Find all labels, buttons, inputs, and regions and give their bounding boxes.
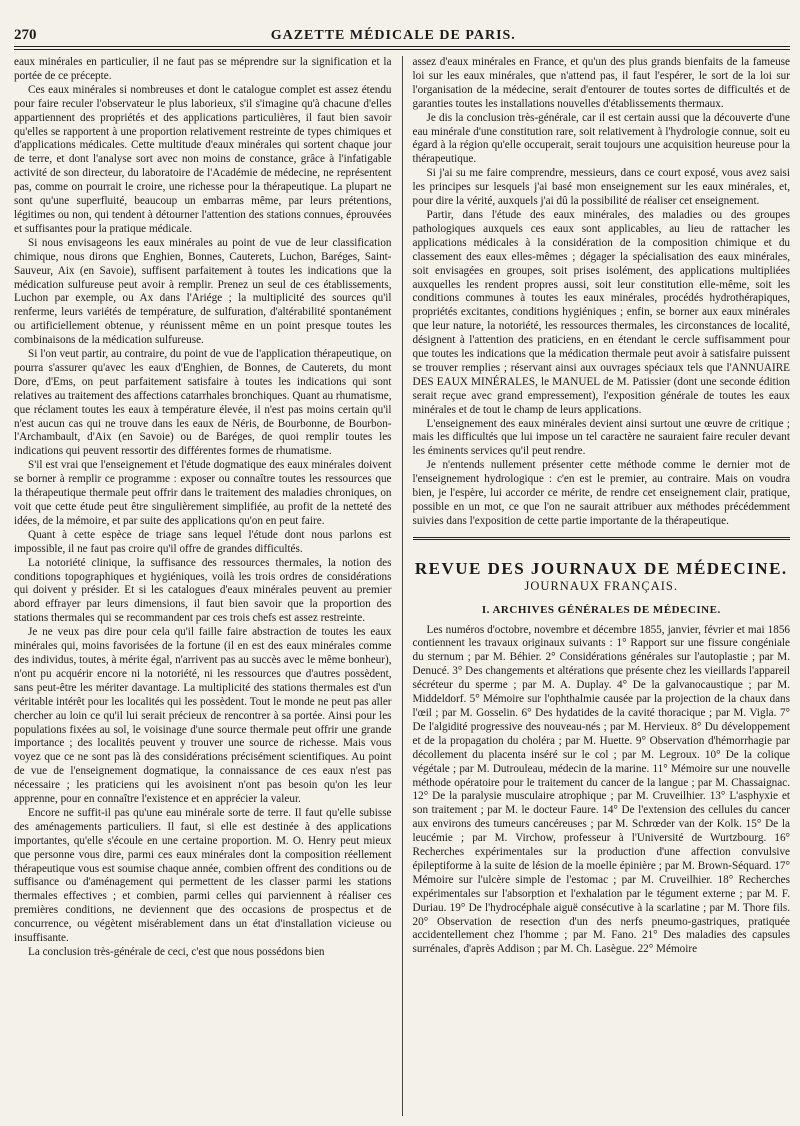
- column-divider: [402, 56, 403, 1116]
- right-paragraph: L'enseignement des eaux minérales devient ainsi surtout une œuvre de critique ; mais les difficultés que lui impose un tel caractère ne sauraient faire reculer devant les éminents services qu'il peut rendre.: [412, 417, 791, 458]
- revue-subtitle: JOURNAUX FRANÇAIS.: [524, 578, 678, 593]
- left-paragraph: Je ne veux pas dire pour cela qu'il faille faire abstraction de toutes les eaux minérales qui, moins favorisées de la fortune (il en est des eaux minérales comme des individus, toutes, à mérite égal, n'arrivent pas au succès avec le même bonheur), n'ont pu acquérir encore ni la notoriété, ni les ressources que d'autres possèdent, sans peut-être les mériter davantage. La multiplicité des stations thermales est d'un véritable intérêt pour les localités qui les possèdent. Tout le monde ne peut pas aller chercher au loin ce qu'il lui serait précieux de rencontrer à sa portée. Ainsi pour les populations fixées au sol, le voisinage d'une source thermale peut offrir une grande importance ; des localités peuvent y trouver une source de richesse. Mais vous voyez que ce ne sont pas là des considérations précisément scientifiques. Au point de vue de l'enseignement dogmatique, la connaissance de ces eaux n'est pas nécessaire ; les praticiens qui les avoisinent n'ont pas besoin qu'on les leur apprenne, pour en connaître l'existence et en apprécier la valeur.: [14, 626, 392, 806]
- right-column: [407, 56, 791, 1116]
- left-paragraph: La conclusion très-générale de ceci, c'est que nous possédons bien: [28, 946, 325, 958]
- right-paragraph: Je dis la conclusion très-générale, car il est certain aussi que la découverte d'une eau minérale d'une constitution rare, soit relativement à l'hydrologie connue, soit eu égard à la région qu'elle occuperait, serait toujours une acquisition heureuse pour la thérapeutique.: [412, 111, 791, 166]
- text-columns: [14, 56, 790, 1116]
- journal-title: GAZETTE MÉDICALE DE PARIS.: [270, 28, 516, 43]
- section-rule: [413, 537, 791, 540]
- right-paragraph: Partir, dans l'étude des eaux minérales, des maladies ou des groupes pathologiques auxquels ces eaux sont applicables, au lieu de rattacher les applications médicales à la considération de la composition chimique et du classement des eaux elles-mêmes ; dégager la spécialisation des eaux minérales, soit envisagées en groupes, soit prises isolément, des applications multipliées auxquelles les rendent propres aussi, soit leur constitution elle-même, soit les conditions communes à toutes les eaux minérales, procédés hydrothérapiques, propriétés excitantes, conditions hygiéniques ; enfin, se borner aux eaux minérales que leur nature, la notoriété, les ressources thermales, les circonstances de localité, désignent à l'attention des praticiens, en en étendant le cercle suffisamment pour que toutes les indications que la médication thermale peut avoir à satisfaire puissent se trouver remplies ; réservant ainsi aux ouvrages spéciaux tels que l'ANNUAIRE DES EAUX MINÉRALES, le MANUEL de M. Patissier (dont une seconde édition serait reçue avec grand empressement), l'exposition générale de toutes les eaux minérales et de tout le champ de leurs applications.: [412, 208, 791, 416]
- left-paragraph: Si nous envisageons les eaux minérales au point de vue de leur classification chimique, nous dirons que Enghien, Bonnes, Cauterets, Luchon, Baréges, Saint-Sauveur, Aix (en Savoie), suffisent parfaitement à toutes les indications que la médication sulfureuse peut avoir à remplir. Prenez un seul de ces établissements, Luchon par exemple, ou Ax dans l'Ariége ; la multiplicité des sources qu'il renferme, leurs variétés de température, de sulfuration, d'altérabilité spontanément ou artificiellement obtenue, y réunissent même en un point presque toutes les combinaisons de la médication sulfureuse.: [14, 236, 392, 347]
- revue-title: REVUE DES JOURNAUX DE MÉDECINE.: [414, 558, 788, 578]
- left-paragraph: La notoriété clinique, la suffisance des ressources thermales, la notion des conditions topographiques et hygiéniques, voilà les trois ordres de considérations qui doivent y présider. Et si les catalogues d'eaux minérales peuvent au premier abord effrayer par leurs dimensions, il faut bien savoir que la proportion des stations thermales qui se recommandent par ces trois chefs est assez restreinte.: [14, 556, 392, 625]
- left-paragraph: Si l'on veut partir, au contraire, du point de vue de l'application thérapeutique, on pourra s'assurer qu'avec les eaux d'Enghien, de Bonnes, de Cauterets, du mont Dore, d'Ems, on peut parfaitement satisfaire à toutes les indications qui sont relatives au traitement des affections catarrhales bronchiques. Quant au rhumatisme, que réclament toutes les eaux à température élevée, il n'est pas moins certain qu'il n'est aucun cas qui ne trouve dans les eaux de Néris, de Bourbonne, de Bourbon-l'Archambault, d'Aix (en Savoie) ou de Baréges, de quoi remplir toutes les indications qui peuvent ressortir des différentes formes de rhumatisme.: [14, 348, 392, 458]
- left-paragraph: eaux minérales en particulier, il ne faut pas se méprendre sur la signification et la portée de ce précepte.: [14, 56, 392, 82]
- left-paragraph: Quant à cette espèce de triage sans lequel l'étude dont nous parlons est impossible, il ne faut pas croire qu'il offre de grandes difficultés.: [14, 528, 392, 555]
- section-heading: I. ARCHIVES GÉNÉRALES DE MÉDECINE.: [481, 603, 721, 616]
- left-paragraph: Encore ne suffit-il pas qu'une eau minérale sorte de terre. Il faut qu'elle subisse des aménagements particuliers. Il faut, si elle est destinée à des applications importantes, qu'elle s'écoule en une certaine proportion. M. O. Henry peut mieux que personne vous dire, parmi ces eaux minérales dont la composition réellement thérapeutique vous est soumise chaque année, combien offrent des conditions ou de suffisance ou d'aménagement qui permettent de les classer parmi les stations thermales effectives ; et combien, parmi celles qui parviennent à réaliser ces premières conditions, ne deviennent que des occasions de prospectus et de concurrence, ou végètent misérablement dans un état d'installation vicieuse ou insuffisante.: [14, 806, 392, 945]
- page-number: 270: [14, 27, 37, 43]
- right-paragraph: Je n'entends nullement présenter cette méthode comme le dernier mot de l'enseignement hydrologique : c'en est le premier, au contraire. Mais on voudra bien, je l'espère, lui accorder ce mérite, de rendre cet enseignement clair, pratique, possible en un mot, ce que l'on ne saurait attribuer aux méthodes précédemment suivies dans l'exposition de cette partie importante de la thérapeutique.: [412, 459, 791, 527]
- right-paragraph: assez d'eaux minérales en France, et qu'un des plus grands bienfaits de la fameuse loi sur les eaux minérales, que n'attend pas, il faut l'espérer, le sort de la loi sur l'organisation de la médecine, serait d'entourer de toutes sortes de difficultés et de garanties toutes les installations nouvelles d'établissements thermaux.: [412, 56, 791, 110]
- page-header: [14, 24, 790, 47]
- left-column: [14, 56, 398, 1116]
- right-paragraph: Si j'ai su me faire comprendre, messieurs, dans ce court exposé, vous avez saisi les principes sur lesquels j'ai basé mon enseignement sur les eaux minérales, et, pour dire la vérité, auxquels j'ai dû la possibilité de réaliser cet enseignement.: [412, 167, 791, 208]
- header-rule: [14, 49, 790, 50]
- left-paragraph: S'il est vrai que l'enseignement et l'étude dogmatique des eaux minérales doivent se borner à remplir ce programme : exposer ou connaître toutes les ressources que la thérapeutique thermale peut offrir dans le traitement des maladies chroniques, on voit que cette étude peut être singulièrement simplifiée, au profit de la netteté des idées, de la mémoire, et par suite des applications qu'on en peut faire.: [14, 459, 392, 527]
- left-paragraph: Ces eaux minérales si nombreuses et dont le catalogue complet est assez étendu pour faire reculer l'observateur le plus laborieux, s'il s'imagine qu'à chacune d'elles appartiennent des propriétés et des applications particulières, il faut bien savoir qu'elles se rapportent à une proportion relativement restreinte de types chimiques et d'applications médicales. Cette multitude d'eaux minérales qui sortent chaque jour de terre, et dont l'analyse sort avec non moins de constance, grâce à l'infatigable activité de son directeur, du laboratoire de l'Académie de médecine, ne représentent pas, comme on pourrait le croire, une richesse pour la thérapeutique. La plupart ne sont qu'une superfluité, beaucoup un embarras même, par leurs prétentions, légitimes ou non, qui tendent à détourner l'attention des stations connues, éprouvées et suffisantes pour la pratique médicale.: [14, 83, 392, 235]
- revue-body: Les numéros d'octobre, novembre et décembre 1855, janvier, février et mai 1856 contiennent les travaux originaux suivants : 1° Rapport sur une fissure congéniale du sternum ; par M. Béhier. 2° Considérations générales sur l'autoplastie ; par M. Denucé. 3° Des changements et altérations que présente chez les vieillards l'appareil sécréteur du sperme ; par M. A. Duplay. 4° De la galvanocaustique ; par M. Middeldorf. 5° Mémoire sur l'ophthalmie causée par la projection de la chaux dans l'œil ; par M. Gosselin. 6° Des hydatides de la cavité thoracique ; par M. Vigla. 7° De l'algidité progressive des nouveau-nés ; par M. Hervieux. 8° Du développement et de la propagation du choléra ; par M. Huette. 9° Observation d'hémorrhagie par décollement du placenta inséré sur le col ; par M. Legroux. 10° De la colique végétale ; par M. Dutrouleau, médecin de la marine. 11° Mémoire sur une nouvelle méthode opératoire pour le traitement du cancer de la langue ; par M. Chassaignac. 12° De la paralysie musculaire atrophique ; par M. Cruveilhier. 13° L'asphyxie et son traitement ; par M. le docteur Faure. 14° De l'extension des cellules du cancer aux environs des tumeurs cancéreuses ; par M. Schrœder van der Kolk. 15° De la leucémie ; par M. Virchow, professeur à l'Université de Wurtzbourg. 16° Recherches expérimentales sur la production d'une affection convulsive épileptiforme à la suite de lésion de la moelle épinière ; par M. Brown-Séquard. 17° Mémoire sur l'ulcère simple de l'estomac ; par M. Cruveilhier. 18° Recherches expérimentales sur l'absorption et l'exhalation par le tégument externe ; par M. F. Duriau. 19° De l'hydrocéphale aiguë consécutive à la scarlatine ; par M. Thore fils. 20° Observation de resection d'un des nerfs pneumo-gastriques, pratiquée accidentellement chez l'homme ; par M. Fano. 21° Des maladies des capsules surrénales, d'après Addison ; par M. Ch. Lasègue. 22° Mémoire: [412, 623, 791, 956]
